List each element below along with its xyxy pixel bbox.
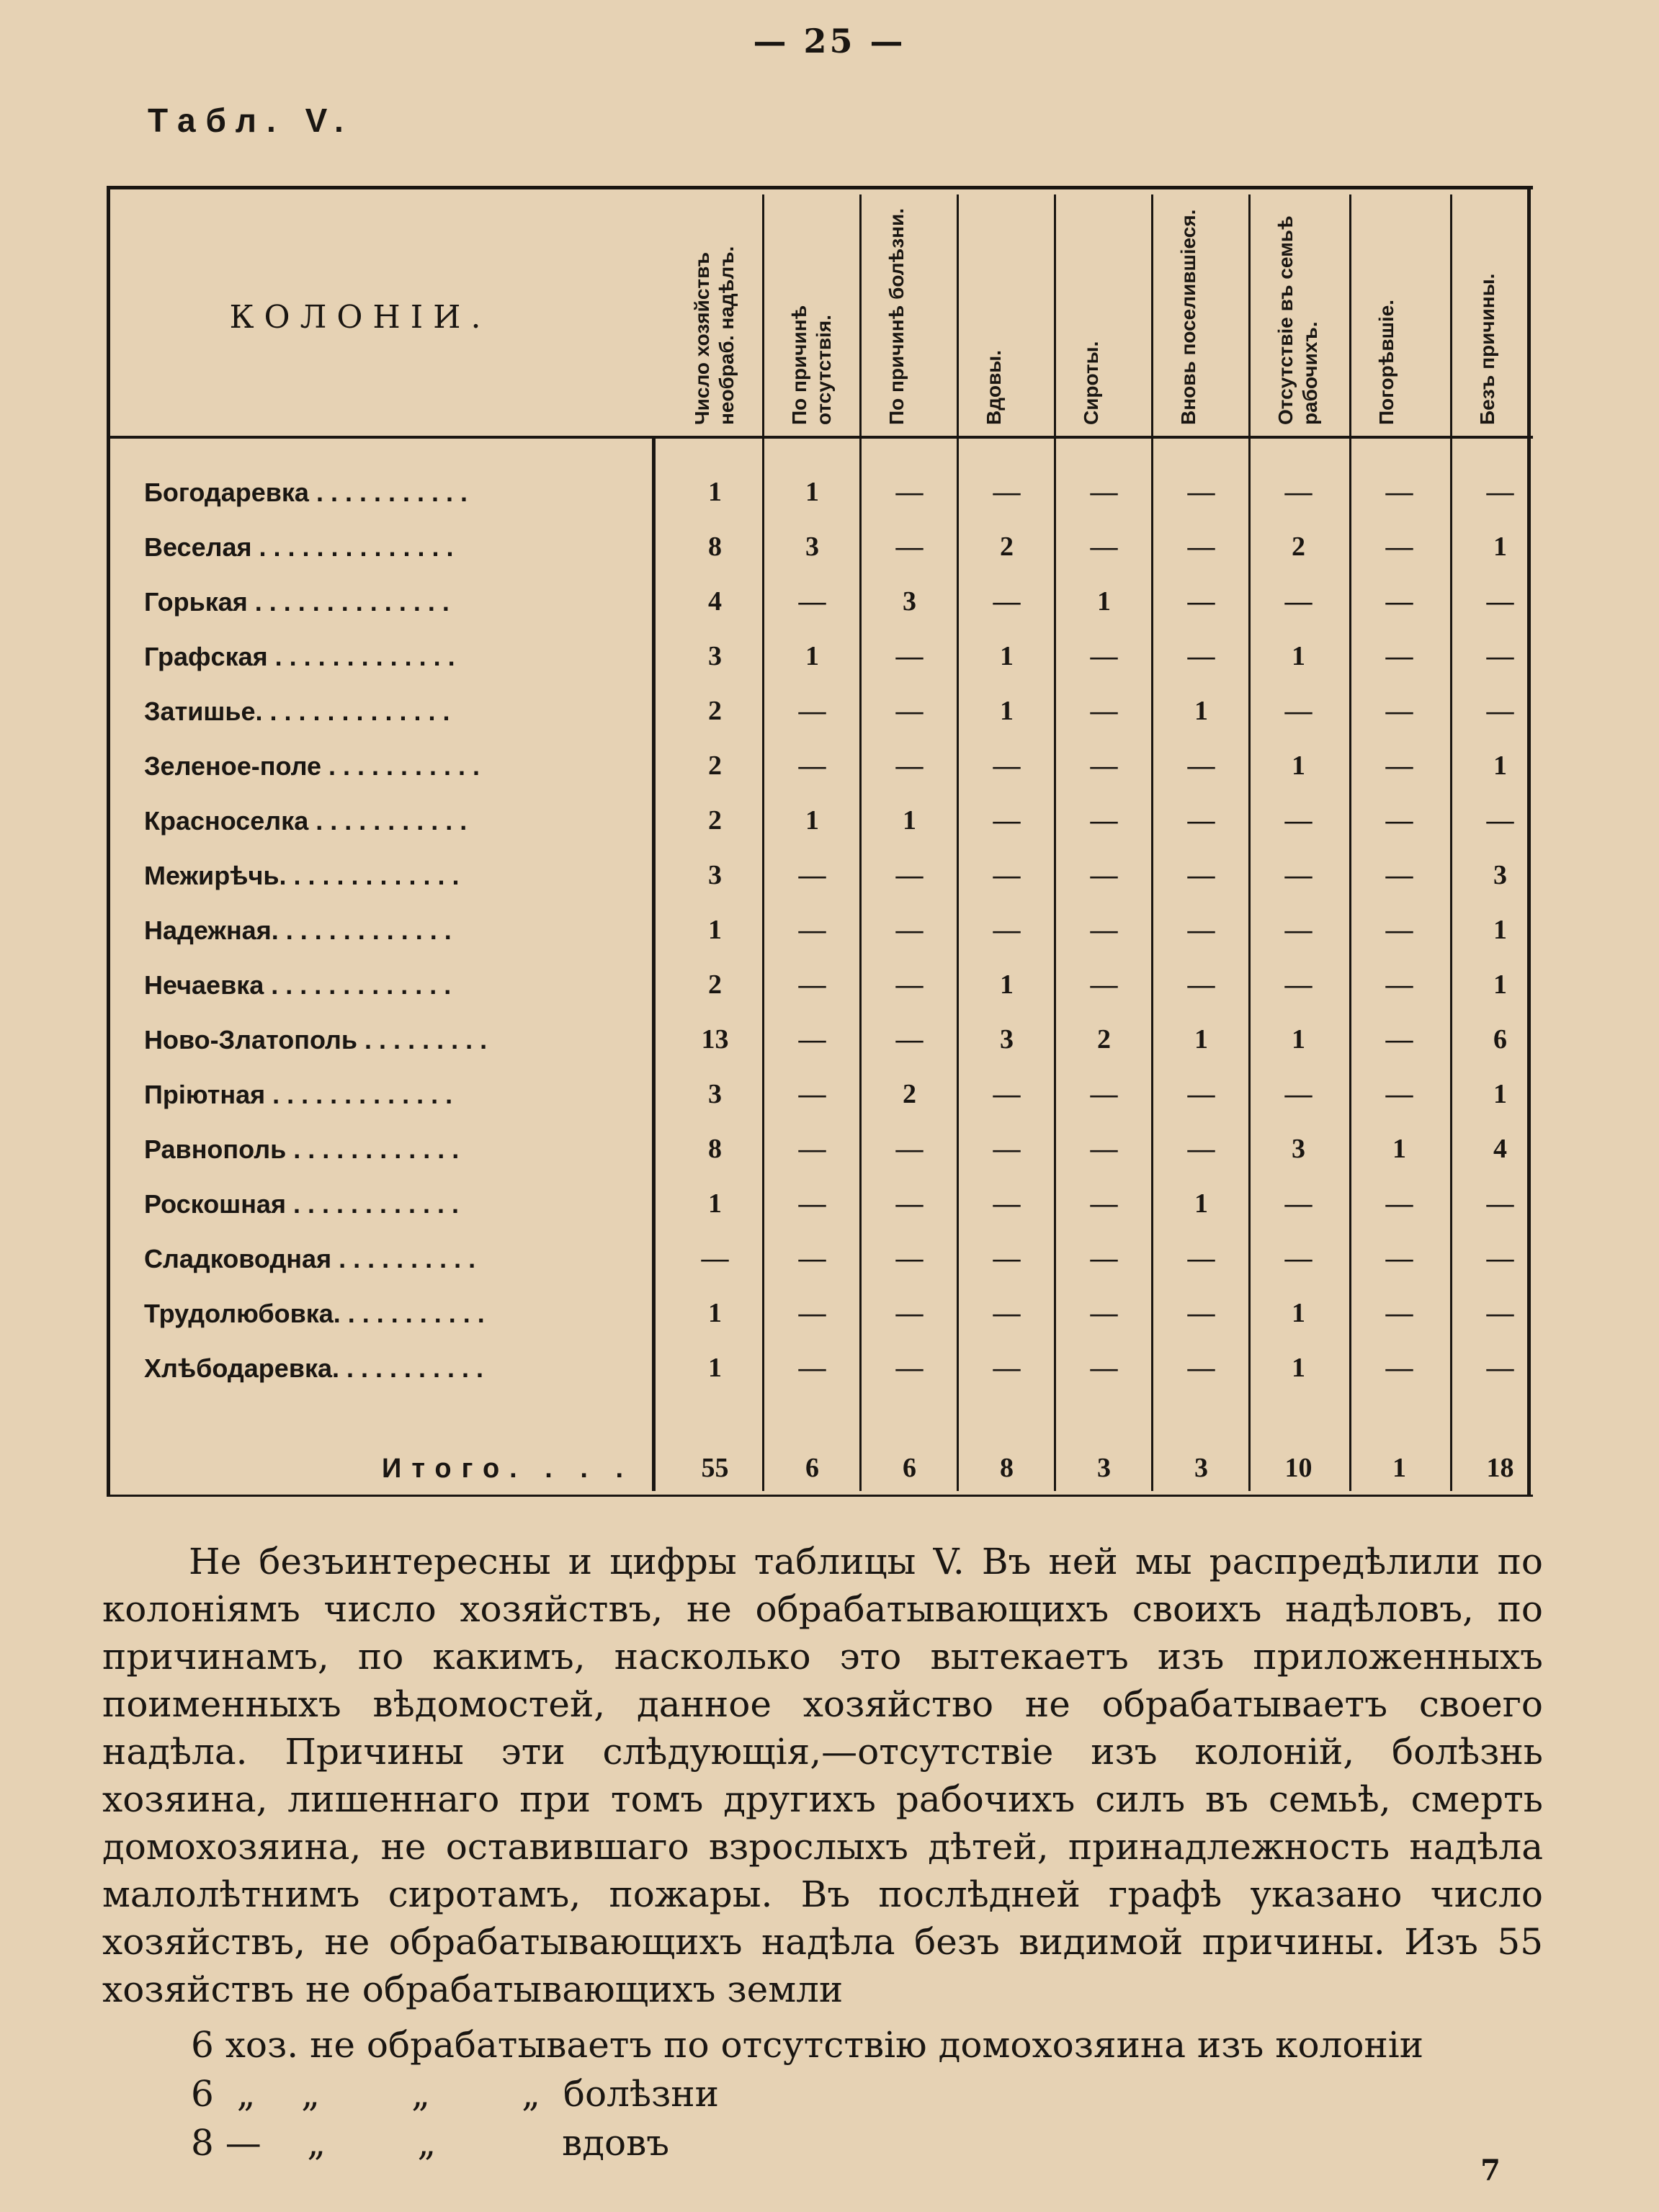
table-cell: — <box>993 1079 1021 1109</box>
table-cell: 6 <box>1493 1024 1507 1054</box>
table-cell: 1 <box>708 1298 722 1328</box>
table-cell: 1 <box>1292 641 1305 671</box>
colony-name: Горькая . . . . . . . . . . . . . . <box>144 587 450 617</box>
paragraph-text: Не безъинтересны и цифры таблицы V. Въ ней мы распредѣлили по колоніямъ число хозяйствъ, не обрабатывающихъ своихъ надѣловъ, по причинамъ, по какимъ, насколько это вытекаетъ изъ приложенныхъ поименныхъ вѣдомостей, данное хозяйство не обрабатываетъ своего надѣла. Причины эти слѣдующія,—отсутствіе изъ колоній, болѣзнь хозяина, лишеннаго при томъ другихъ рабочихъ силъ въ семьѣ, смерть домохозяина, не оставившаго взрослыхъ дѣтей, принадлежность надѣла малолѣтнимъ сиротамъ, пожары. Въ послѣдней графѣ указано число хозяйствъ, не обрабатывающихъ надѣла безъ видимой причины. Изъ 55 хозяйствъ не обрабатывающихъ земли <box>102 1541 1543 2010</box>
table-row <box>0 636 1659 691</box>
table-cell: 1 <box>708 915 722 945</box>
table-cell: — <box>1090 970 1118 1000</box>
table-cell: 1 <box>903 805 916 836</box>
table-cell: — <box>1187 805 1215 836</box>
column-header-label: Сироты. <box>1079 341 1102 425</box>
table-cell: — <box>993 860 1021 890</box>
summary-line: 6 „ „ „ „ болѣзни <box>191 2073 719 2115</box>
table-cell: — <box>1385 1188 1413 1219</box>
table-cell: 3 <box>1493 860 1507 890</box>
colony-name: Графская . . . . . . . . . . . . . <box>144 642 455 671</box>
table-cell: — <box>1385 477 1413 507</box>
total-cell: 6 <box>805 1453 819 1483</box>
table-cell: — <box>895 1024 924 1054</box>
table-cell: — <box>1284 1243 1313 1273</box>
table-cell: — <box>798 586 826 617</box>
table-cell: — <box>1090 1298 1118 1328</box>
table-row <box>0 527 1659 581</box>
table-row <box>0 1238 1659 1293</box>
table-cell: — <box>1385 751 1413 781</box>
table-cell: 1 <box>1292 1298 1305 1328</box>
column-header-label: Число хозяйствъ необраб. надѣлъ. <box>690 246 738 425</box>
table-cell: — <box>1385 1353 1413 1383</box>
table-cell: 1 <box>1493 915 1507 945</box>
table-cell: — <box>1090 751 1118 781</box>
table-cell: — <box>895 1298 924 1328</box>
table-row <box>0 800 1659 855</box>
table-cell: — <box>1090 1353 1118 1383</box>
table-cell: — <box>798 696 826 726</box>
table-cell: — <box>798 1243 826 1273</box>
table-cell: — <box>1284 586 1313 617</box>
colony-name: Сладководная . . . . . . . . . . <box>144 1244 476 1273</box>
table-cell: — <box>1486 477 1514 507</box>
column-header <box>1153 194 1250 432</box>
table-cell: — <box>798 1298 826 1328</box>
colony-name: Хлѣбодаревка. . . . . . . . . . . <box>144 1353 484 1383</box>
table-cell: — <box>895 1243 924 1273</box>
table-cell: — <box>1385 532 1413 562</box>
table-cell: 2 <box>708 751 722 781</box>
table-cell: 1 <box>1392 1134 1406 1164</box>
colony-name: Нечаевка . . . . . . . . . . . . . <box>144 970 452 1000</box>
column-header <box>1250 194 1347 432</box>
column-header <box>958 194 1055 432</box>
table-cell: — <box>993 751 1021 781</box>
table-cell: — <box>798 751 826 781</box>
table-cell: — <box>1486 586 1514 617</box>
table-cell: — <box>1090 641 1118 671</box>
signature-mark: 7 <box>1480 2154 1501 2188</box>
table-cell: — <box>895 532 924 562</box>
column-header <box>666 194 764 432</box>
table-cell: — <box>1090 1134 1118 1164</box>
table-cell: — <box>993 915 1021 945</box>
table-cell: 3 <box>1000 1024 1014 1054</box>
table-cell: 1 <box>1292 751 1305 781</box>
table-cell: 1 <box>1194 696 1208 726</box>
body-paragraph <box>102 1538 1543 2013</box>
table-cell: 3 <box>708 1079 722 1109</box>
table-cell: 8 <box>708 1134 722 1164</box>
table-cell: — <box>1486 1353 1514 1383</box>
table-cell: — <box>798 1024 826 1054</box>
column-header <box>1452 194 1549 432</box>
total-row <box>0 1448 1659 1503</box>
table-cell: — <box>1187 915 1215 945</box>
table-cell: — <box>1187 751 1215 781</box>
table-cell: — <box>895 1353 924 1383</box>
table-cell: 2 <box>1097 1024 1111 1054</box>
summary-line: 6 хоз. не обрабатываетъ по отсутствію домохозяина изъ колоніи <box>191 2024 1424 2066</box>
table-cell: — <box>895 915 924 945</box>
summary-line: 8 — „ „ вдовъ <box>191 2122 670 2164</box>
table-cell: 1 <box>708 1188 722 1219</box>
total-cell: 10 <box>1284 1453 1313 1483</box>
table-row <box>0 472 1659 527</box>
table-cell: — <box>1385 915 1413 945</box>
table-cell: — <box>895 860 924 890</box>
table-cell: 2 <box>708 805 722 836</box>
table-cell: — <box>1284 915 1313 945</box>
table-cell: — <box>1187 477 1215 507</box>
table-cell: 2 <box>708 696 722 726</box>
table-cell: — <box>798 1079 826 1109</box>
table-row <box>0 1183 1659 1238</box>
total-cell: 6 <box>903 1453 916 1483</box>
table-cell: 4 <box>1493 1134 1507 1164</box>
table-cell: 1 <box>1292 1353 1305 1383</box>
table-row <box>0 691 1659 745</box>
table-cell: — <box>895 1188 924 1219</box>
colony-name: Трудолюбовка. . . . . . . . . . . <box>144 1299 485 1328</box>
column-header-label: По причинѣ отсутствія. <box>787 305 835 425</box>
column-header-label: По причинѣ болѣзни. <box>885 207 908 425</box>
page-number: — 25 — <box>753 22 906 61</box>
table-cell: — <box>895 477 924 507</box>
colony-name: Надежная. . . . . . . . . . . . . <box>144 915 452 945</box>
total-cell: 18 <box>1486 1453 1514 1483</box>
table-row <box>0 910 1659 964</box>
table-cell: — <box>1090 805 1118 836</box>
table-cell: — <box>1187 586 1215 617</box>
table-cell: 2 <box>1000 532 1014 562</box>
table-cell: — <box>1486 1188 1514 1219</box>
colony-name: Красноселка . . . . . . . . . . . <box>144 806 468 836</box>
table-cell: — <box>1385 641 1413 671</box>
table-row <box>0 1019 1659 1074</box>
table-cell: 1 <box>1000 696 1014 726</box>
table-cell: 3 <box>903 586 916 617</box>
table-rule <box>108 436 1533 439</box>
table-cell: 1 <box>708 1353 722 1383</box>
table-cell: 3 <box>1292 1134 1305 1164</box>
table-cell: — <box>1187 641 1215 671</box>
table-cell: — <box>1187 1243 1215 1273</box>
table-cell: — <box>1486 1243 1514 1273</box>
table-cell: — <box>798 1188 826 1219</box>
table-cell: — <box>993 1134 1021 1164</box>
table-cell: 1 <box>805 805 819 836</box>
table-cell: 1 <box>1194 1188 1208 1219</box>
table-row <box>0 1348 1659 1402</box>
table-cell: 3 <box>805 532 819 562</box>
table-cell: — <box>798 915 826 945</box>
table-cell: — <box>1090 532 1118 562</box>
table-label: Табл. V. <box>148 102 354 139</box>
table-cell: — <box>1385 1243 1413 1273</box>
column-header-label: Погорѣвшіе. <box>1374 299 1398 425</box>
table-cell: — <box>993 1188 1021 1219</box>
table-cell: — <box>993 1243 1021 1273</box>
table-cell: — <box>1385 1024 1413 1054</box>
table-cell: — <box>1486 1298 1514 1328</box>
table-row <box>0 581 1659 636</box>
table-cell: 2 <box>903 1079 916 1109</box>
table-row <box>0 1293 1659 1348</box>
table-rule <box>108 186 1533 189</box>
table-row <box>0 1129 1659 1183</box>
table-cell: 1 <box>805 477 819 507</box>
table-cell: — <box>1284 860 1313 890</box>
table-row <box>0 964 1659 1019</box>
table-cell: — <box>1284 477 1313 507</box>
table-cell: — <box>993 586 1021 617</box>
table-cell: — <box>1187 532 1215 562</box>
table-cell: — <box>1385 860 1413 890</box>
table-cell: — <box>1187 970 1215 1000</box>
column-header <box>1351 194 1448 432</box>
table-cell: 1 <box>1493 970 1507 1000</box>
table-cell: 1 <box>708 477 722 507</box>
table-cell: — <box>1187 860 1215 890</box>
table-cell: 1 <box>1097 586 1111 617</box>
table-cell: — <box>1187 1134 1215 1164</box>
column-header <box>1055 194 1153 432</box>
table-cell: — <box>1090 1188 1118 1219</box>
table-cell: — <box>895 751 924 781</box>
table-cell: — <box>798 1134 826 1164</box>
table-cell: — <box>1090 696 1118 726</box>
table-cell: — <box>1486 696 1514 726</box>
total-label: Итого. . . . <box>382 1454 634 1484</box>
table-cell: 1 <box>1000 641 1014 671</box>
table-cell: — <box>1385 1298 1413 1328</box>
table-cell: — <box>895 696 924 726</box>
column-header-label: Вдовы. <box>982 349 1005 425</box>
table-cell: 8 <box>708 532 722 562</box>
table-cell: — <box>993 477 1021 507</box>
table-cell: — <box>895 970 924 1000</box>
colony-name: Равнополь . . . . . . . . . . . . <box>144 1134 460 1164</box>
column-header <box>764 194 861 432</box>
table-cell: — <box>1284 805 1313 836</box>
table-cell: — <box>1486 805 1514 836</box>
table-cell: — <box>798 1353 826 1383</box>
table-cell: — <box>798 860 826 890</box>
table-cell: 1 <box>1292 1024 1305 1054</box>
total-cell: 8 <box>1000 1453 1014 1483</box>
table-cell: — <box>1284 696 1313 726</box>
table-row <box>0 1074 1659 1129</box>
table-cell: — <box>1385 586 1413 617</box>
table-cell: 4 <box>708 586 722 617</box>
table-cell: — <box>1090 477 1118 507</box>
table-cell: 1 <box>1000 970 1014 1000</box>
colony-name: Роскошная . . . . . . . . . . . . <box>144 1189 460 1219</box>
total-cell: 3 <box>1194 1453 1208 1483</box>
colony-name: Богодаревка . . . . . . . . . . . <box>144 478 468 507</box>
table-cell: — <box>1187 1079 1215 1109</box>
table-cell: 3 <box>708 641 722 671</box>
column-header-label: Вновь поселившіеся. <box>1176 209 1199 425</box>
table-cell: — <box>798 970 826 1000</box>
table-cell: — <box>1090 860 1118 890</box>
table-cell: 13 <box>701 1024 729 1054</box>
table-row <box>0 745 1659 800</box>
table-cell: — <box>895 641 924 671</box>
table-cell: — <box>1090 1243 1118 1273</box>
total-cell: 55 <box>701 1453 729 1483</box>
table-cell: 1 <box>805 641 819 671</box>
table-cell: — <box>1385 696 1413 726</box>
table-cell: — <box>701 1243 729 1273</box>
column-header-label: Безъ причины. <box>1475 273 1498 425</box>
colony-name: Ново-Златополь . . . . . . . . . <box>144 1025 488 1054</box>
colonies-header: КОЛОНІИ. <box>229 299 491 336</box>
table-cell: — <box>1090 1079 1118 1109</box>
table-cell: — <box>1385 970 1413 1000</box>
table-cell: 3 <box>708 860 722 890</box>
colony-name: Веселая . . . . . . . . . . . . . . <box>144 532 454 562</box>
table-cell: — <box>993 805 1021 836</box>
table-cell: — <box>1090 915 1118 945</box>
table-cell: — <box>1385 1079 1413 1109</box>
table-cell: — <box>1284 1188 1313 1219</box>
table-cell: 1 <box>1194 1024 1208 1054</box>
table-cell: 1 <box>1493 1079 1507 1109</box>
total-cell: 3 <box>1097 1453 1111 1483</box>
colony-name: Затишье. . . . . . . . . . . . . . <box>144 697 450 726</box>
colony-name: Зеленое-поле . . . . . . . . . . . <box>144 751 480 781</box>
table-cell: 1 <box>1493 751 1507 781</box>
colony-name: Пріютная . . . . . . . . . . . . . <box>144 1080 453 1109</box>
table-cell: — <box>993 1298 1021 1328</box>
table-cell: — <box>1187 1353 1215 1383</box>
colony-name: Межирѣчь. . . . . . . . . . . . . <box>144 861 460 890</box>
table-cell: 2 <box>708 970 722 1000</box>
table-cell: 1 <box>1493 532 1507 562</box>
table-row <box>0 855 1659 910</box>
table-cell: 2 <box>1292 532 1305 562</box>
table-cell: — <box>1385 805 1413 836</box>
table-cell: — <box>993 1353 1021 1383</box>
total-cell: 1 <box>1392 1453 1406 1483</box>
table-cell: — <box>895 1134 924 1164</box>
column-header-label: Отсутствіе въ семьѣ рабочихъ. <box>1274 215 1321 425</box>
table-cell: — <box>1486 641 1514 671</box>
column-header <box>861 194 958 432</box>
table-cell: — <box>1187 1298 1215 1328</box>
table-cell: — <box>1284 970 1313 1000</box>
table-cell: — <box>1284 1079 1313 1109</box>
